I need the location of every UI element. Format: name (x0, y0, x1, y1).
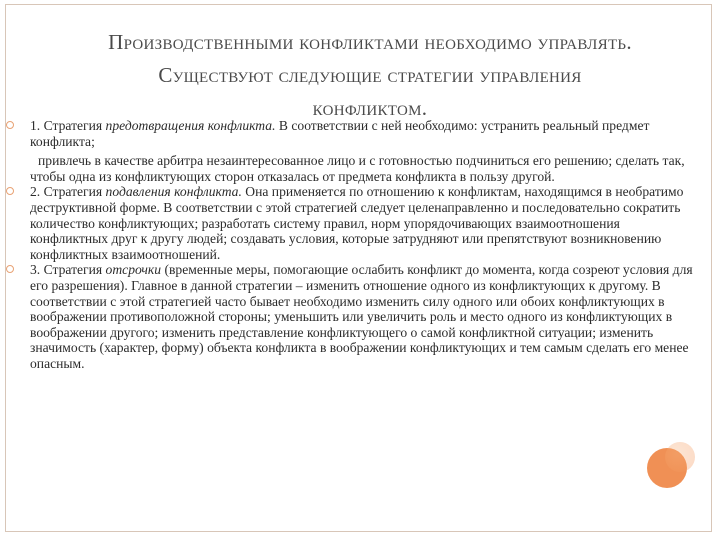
strategy-3-paragraph (30, 262, 698, 371)
strategy-2-lead: 2. Стратегия (30, 184, 106, 200)
strategy-2-paragraph (30, 184, 698, 262)
strategy-3-text: (временные меры, помогающие ослабить конфликт до момента, когда созреют условия для его разрешения). Главное в данной стратегии – изменить отношение одного из конфликтующих к другому. В соответствии с этой стратегией часто бывает необходимо изменить силу одного или обоих конфликтующих в воображении противоположной стороны; уменьшить или увеличить роль и место одного из конфликтующих в воображении другого; изменить представление конфликтующего о самой конфликтной ситуации; изменить значимость (характер, форму) объекта конфликта в воображении конфликтующих и тем самым сделать его менее опасным. (30, 262, 693, 371)
title-line-2: Существуют следующие стратегии управления (158, 63, 582, 87)
title-line-1: Производственными конфликтами необходимо управлять. (108, 30, 632, 54)
strategy-1-paragraph (30, 118, 698, 149)
strategy-3-lead: 3. Стратегия (30, 262, 106, 278)
decorative-orange-circle (647, 448, 687, 488)
strategy-1-continuation: привлечь в качестве арбитра незаинтересованное лицо и с готовностью подчиниться его решению; сделать так, чтобы одна из конфликтующих сторон отказалась от предмета конфликта в пользу другой. (30, 153, 685, 184)
strategy-1-name: предотвращения конфликта. (105, 118, 276, 133)
strategy-3-name: отсрочки (105, 262, 162, 278)
title-line-3: конфликтом. (312, 96, 428, 120)
strategy-2-name: подавления конфликта. (105, 184, 242, 200)
slide-title (40, 26, 700, 125)
strategy-2-text: Она применяется по отношению к конфликтам, находящимся в необратимо деструктивной форме. В соответствии с этой стратегией следует целенаправленно и последовательно сократить количество конфликтующих; разработать систему правил, норм упорядочивающих взаимоотношения конфликтных друг к другу людей; создавать условия, которые затрудняют или препятствуют возникновению конфликтных взаимоотношений. (30, 184, 684, 262)
strategy-1-text: В соответствии с ней необходимо: устранить реальный предмет конфликта; (30, 118, 650, 149)
strategy-1-lead: 1. Стратегия (30, 118, 106, 133)
slide-body (30, 118, 698, 372)
